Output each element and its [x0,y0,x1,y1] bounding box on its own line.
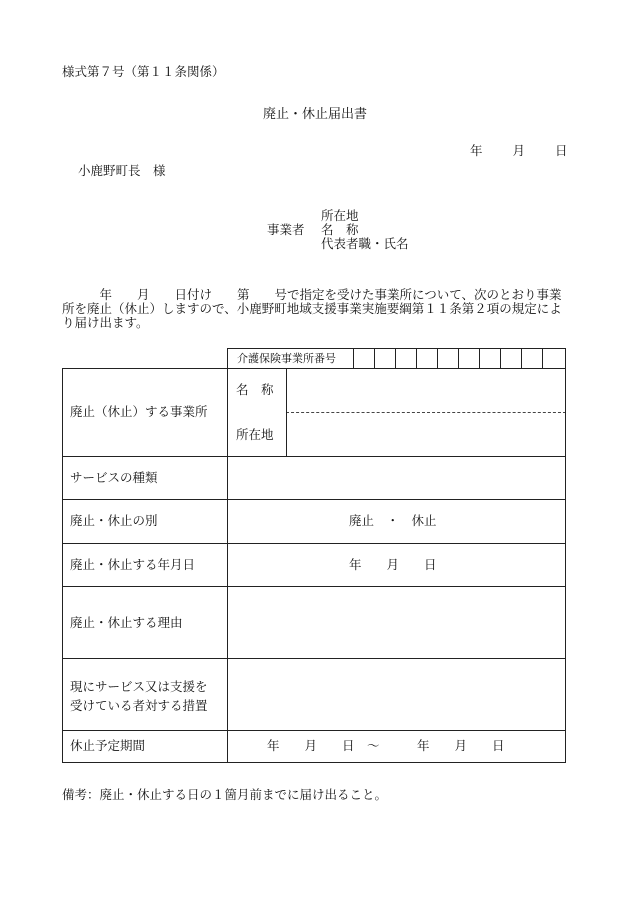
applicant-representative-label: 代表者職・氏名 [321,236,409,251]
office-label: 廃止（休止）する事業所 [70,404,208,419]
measures-label-line-1: 現にサービス又は支援を [70,679,208,694]
addressee: 小鹿野町長 様 [78,163,166,178]
applicant-address-label: 所在地 [321,208,359,223]
reason-label: 廃止・休止する理由 [70,615,183,630]
period-label: 休止予定期間 [70,738,146,753]
date-value: 年 月 日 [349,557,437,572]
date-day: 日 [555,143,568,158]
distinction-label: 廃止・休止の別 [70,513,158,528]
document-title: 廃止・休止届出書 [262,107,367,122]
body-paragraph: 年 月 日付け 第 号で指定を受けた事業所について、次のとおり事業所を廃止（休止）しますので、小鹿野町地域支援事業実施要綱第１１条第２項の規定により届け出ます。 [62,287,562,330]
notification-form-table [62,348,566,763]
distinction-value: 廃止 ・ 休止 [349,513,437,528]
applicant-role-label: 事業者 [267,222,305,237]
office-name-label: 名 称 [236,382,274,397]
submission-date [470,145,568,158]
service-type-label: サービスの種類 [70,470,158,485]
form-number: 様式第７号（第１１条関係） [62,64,225,79]
office-address-label: 所在地 [236,427,274,442]
date-year: 年 [470,143,483,158]
measures-label-line-2: 受けている者対する措置 [70,698,208,713]
applicant-name-label: 名 称 [321,222,359,237]
period-value: 年 月 日 ～ 年 月 日 [267,738,505,753]
date-label: 廃止・休止する年月日 [70,557,196,572]
office-number-label: 介護保険事業所番号 [237,352,336,365]
remarks: 備考：廃止・休止する日の１箇月前までに届け出ること。 [62,787,388,802]
date-month: 月 [512,143,526,158]
